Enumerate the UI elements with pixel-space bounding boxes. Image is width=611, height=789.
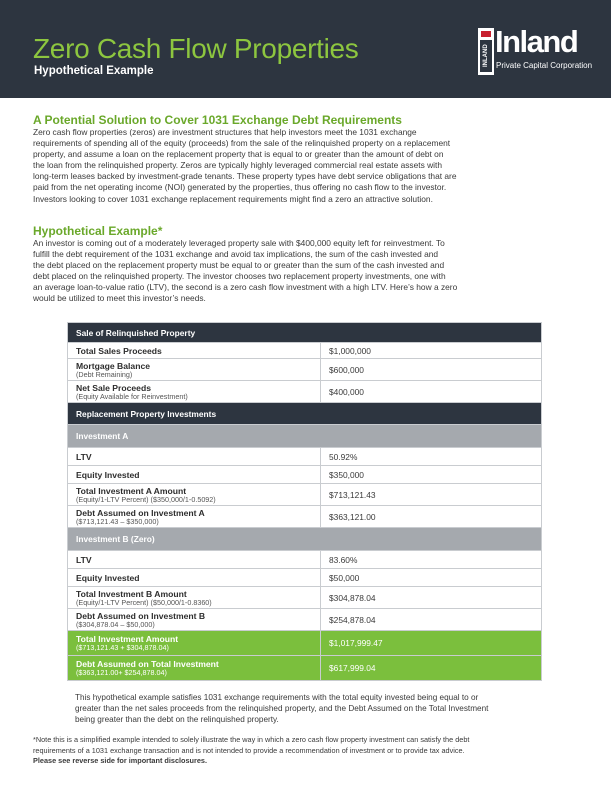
row-sublabel: ($713,121.43 – $350,000) — [76, 516, 159, 526]
row-label: LTV — [76, 554, 92, 565]
row-label: Total Investment A Amount — [76, 485, 187, 496]
table-row — [68, 359, 542, 381]
table-row — [68, 569, 542, 587]
table-section-header — [68, 323, 542, 343]
table-row — [68, 587, 542, 609]
row-value: $350,000 — [329, 469, 364, 480]
row-sublabel: (Equity/1-LTV Percent) ($50,000/1-0.8360) — [76, 597, 212, 607]
paragraph-line: requirements of spending all of the equity (proceeds) from the sale of the relinquished property on a replacement — [33, 138, 451, 149]
table-row — [68, 466, 542, 484]
page-title: Zero Cash Flow Properties — [33, 33, 359, 64]
footnote-line: requirements of a 1031 exchange transaction and is not intended to provide a recommendation of investment or to provide tax advice. — [33, 745, 465, 755]
paragraph-line: long-term leases backed by investment-grade tenants. These property types have debt service obligations that are — [33, 171, 457, 182]
table-row — [68, 506, 542, 528]
row-value: $600,000 — [329, 364, 364, 375]
investment-a-header: Investment A — [68, 425, 542, 448]
footnote — [33, 735, 583, 767]
row-sublabel: ($713,121.43 + $304,878.04) — [76, 643, 169, 652]
row-value: $50,000 — [329, 572, 360, 583]
page-subtitle: Hypothetical Example — [34, 65, 154, 77]
paragraph-line: Investors looking to cover 1031 exchange replacement requirements might find a zero an attractive solution. — [33, 193, 433, 204]
row-label: Debt Assumed on Total Investment — [76, 659, 219, 669]
paragraph-line: greater than the net sales proceeds from the relinquished property, and the Debt Assumed on the Total Investment — [75, 704, 489, 713]
table-row — [68, 609, 542, 631]
total-row — [68, 631, 542, 656]
row-label: Net Sale Proceeds — [76, 382, 151, 393]
table-section-header — [68, 403, 542, 425]
logo-badge-text: INLAND — [480, 40, 492, 72]
paragraph-line: would be utilized to meet this investor’s needs. — [33, 293, 206, 304]
section-heading-example: Hypothetical Example* — [33, 224, 163, 238]
paragraph-line: This hypothetical example satisfies 1031 exchange requirements with the total equity invested being equal to or — [75, 693, 479, 702]
row-label: Total Investment Amount — [76, 634, 179, 644]
row-sublabel: (Equity/1-LTV Percent) ($350,000/1-0.5092) — [76, 494, 216, 504]
table-row — [68, 484, 542, 506]
logo-badge — [478, 28, 494, 75]
row-label: Total Sales Proceeds — [76, 345, 162, 356]
row-sublabel: (Debt Remaining) — [76, 369, 133, 379]
paragraph-line: Zero cash flow properties (zeros) are investment structures that help investors meet the 1031 exchange — [33, 127, 417, 137]
row-sublabel: (Equity Available for Reinvestment) — [76, 391, 188, 401]
total-row — [68, 656, 542, 681]
row-value: 83.60% — [329, 554, 358, 565]
conclusion-text — [75, 692, 545, 725]
logo-badge-red-mark — [481, 31, 491, 37]
row-label: Total Investment B Amount — [76, 588, 187, 599]
example-paragraph — [33, 238, 581, 305]
solution-paragraph — [33, 127, 581, 205]
row-sublabel: ($304,878.04 – $50,000) — [76, 619, 155, 629]
row-value: $1,000,000 — [329, 345, 371, 356]
sale-header: Sale of Relinquished Property — [68, 323, 542, 343]
row-value: $713,121.43 — [329, 489, 376, 500]
table-row — [68, 551, 542, 569]
paragraph-line: fulfill the debt requirement of the 1031 exchange and avoid tax implications, the sum of the cash invested and — [33, 249, 439, 260]
row-value: $254,878.04 — [329, 614, 376, 625]
paragraph-line: being greater than the debt on the relinquished property. — [75, 715, 279, 724]
paragraph-line: an average loan-to-value ratio (LTV), the second is a zero cash flow investment with a high LTV. Here’s how a zero — [33, 282, 458, 293]
logo-wordmark: Inland — [495, 24, 578, 59]
logo-tagline: Private Capital Corporation — [496, 61, 593, 70]
paragraph-line: property, and assume a loan on the replacement property that is equal to or greater than the amount of debt on — [33, 149, 444, 160]
row-value: 50.92% — [329, 451, 358, 462]
paragraph-line: paid from the net operating income (NOI) generated by the properties, thus offering no cash flow to the investor. — [33, 182, 447, 193]
page-header — [0, 0, 611, 98]
row-label: Equity Invested — [76, 572, 140, 583]
row-label: Equity Invested — [76, 469, 140, 480]
investment-b-header: Investment B (Zero) — [68, 528, 542, 551]
replacement-header: Replacement Property Investments — [68, 403, 542, 425]
table-row — [68, 343, 542, 359]
row-value: $304,878.04 — [329, 592, 376, 603]
row-value: $400,000 — [329, 386, 364, 397]
table-subsection-header — [68, 528, 542, 551]
row-value: $1,017,999.47 — [329, 638, 383, 648]
inland-logo — [478, 24, 593, 76]
row-label: Debt Assumed on Investment A — [76, 507, 205, 518]
paragraph-line: An investor is coming out of a moderately leveraged property sale with $400,000 equity left for reinvestment. To — [33, 238, 445, 248]
paragraph-line: the loan from the relinquished property. Zeros are typically highly leveraged commercial real estate assets with — [33, 160, 443, 171]
row-label: Debt Assumed on Investment B — [76, 610, 206, 621]
row-sublabel: ($363,121.00+ $254,878.04) — [76, 668, 167, 677]
table-row — [68, 381, 542, 403]
footnote-line: *Note this is a simplified example intended to solely illustrate the way in which a zero cash flow property investment can satisfy the debt — [33, 735, 470, 744]
paragraph-line: the debt placed on the replacement property must be equal to or greater than the sum of the cash invested and — [33, 260, 445, 271]
disclosure-note: Please see reverse side for important disclosures. — [33, 756, 207, 765]
table-subsection-header — [68, 425, 542, 448]
row-value: $363,121.00 — [329, 511, 376, 522]
section-heading-solution: A Potential Solution to Cover 1031 Exchange Debt Requirements — [33, 113, 402, 127]
row-value: $617,999.04 — [329, 663, 376, 673]
table-row — [68, 448, 542, 466]
investment-table — [67, 322, 542, 681]
paragraph-line: debt placed on the relinquished property. The investor chooses two replacement property investments, one with — [33, 271, 446, 282]
row-label: Mortgage Balance — [76, 360, 151, 371]
row-label: LTV — [76, 451, 92, 462]
